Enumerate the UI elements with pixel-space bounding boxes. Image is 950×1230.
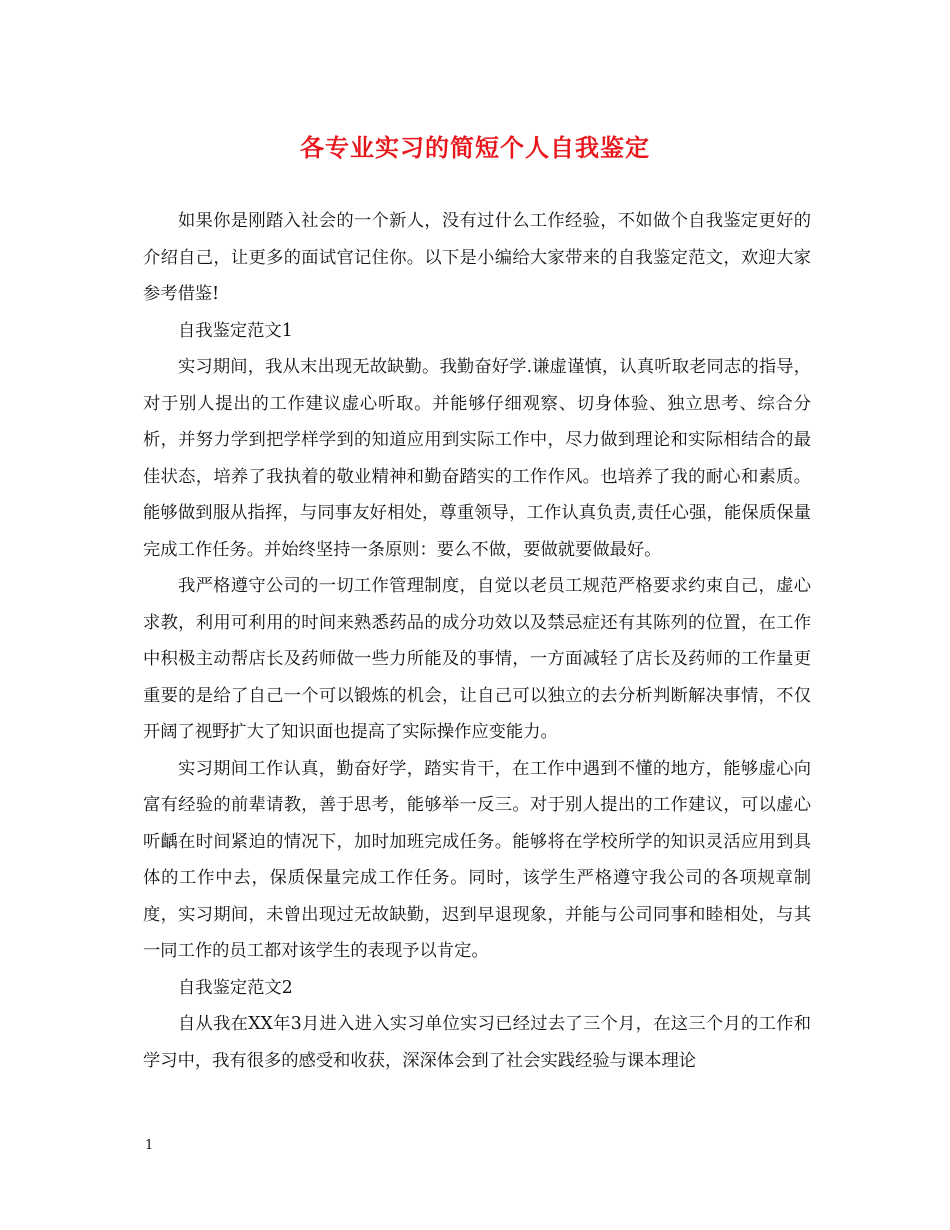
section-heading-2: 自我鉴定范文2: [178, 977, 293, 998]
document-body: [143, 203, 811, 1079]
intro-paragraph: 如果你是刚踏入社会的一个新人，没有过什么工作经验，不如做个自我鉴定更好的介绍自己，让更多的面试官记住你。以下是小编给大家带来的自我鉴定范文，欢迎大家参考借鉴!: [143, 211, 811, 304]
paragraph: 实习期间工作认真，勤奋好学，踏实肯干，在工作中遇到不懂的地方，能够虚心向富有经验的前辈请教，善于思考，能够举一反三。对于别人提出的工作建议，可以虚心听齲在时间紧迫的情况下，加时加班完成任务。能够将在学校所学的知识灵活应用到具体的工作中去，保质保量完成工作任务。同时，该学生严格遵守我公司的各项规章制度，实习期间，未曾出现过无故缺勤，迟到早退现象，并能与公司同事和睦相处，与其一同工作的员工都对该学生的表现予以肯定。: [143, 758, 811, 961]
paragraph: 实习期间，我从末出现无故缺勤。我勤奋好学.谦虚谨慎，认真听取老同志的指导，对于别人提出的工作建议虚心听取。并能够仔细观察、切身体验、独立思考、综合分析，并努力学到把学样学到的知道应用到实际工作中，尽力做到理论和实际相结合的最佳状态，培养了我执着的敬业精神和勤奋踏实的工作作风。也培养了我的耐心和素质。能够做到服从指挥，与同事友好相处，尊重领导，工作认真负责,责任心强，能保质保量完成工作任务。并始终坚持一条原则：要么不做，要做就要做最好。: [143, 357, 811, 560]
document-title: 各专业实习的简短个人自我鉴定: [300, 133, 650, 162]
paragraph: 自从我在XX年3月进入进入实习单位实习已经过去了三个月，在这三个月的工作和学习中，我有很多的感受和收获，深深体会到了社会实践经验与课本理论: [143, 1014, 811, 1071]
page-number: 1: [145, 1138, 154, 1153]
section-heading-1: 自我鉴定范文1: [178, 320, 293, 341]
paragraph: 我严格遵守公司的一切工作管理制度，自觉以老员工规范严格要求约束自己，虚心求教，利用可利用的时间来熟悉药品的成分功效以及禁忌症还有其陈列的位置，在工作中积极主动帮店长及药师做一些力所能及的事情，一方面减轻了店长及药师的工作量更重要的是给了自己一个可以锻炼的机会，让自己可以独立的去分析判断解决事情，不仅开阔了视野扩大了知识面也提高了实际操作应变能力。: [143, 576, 811, 742]
